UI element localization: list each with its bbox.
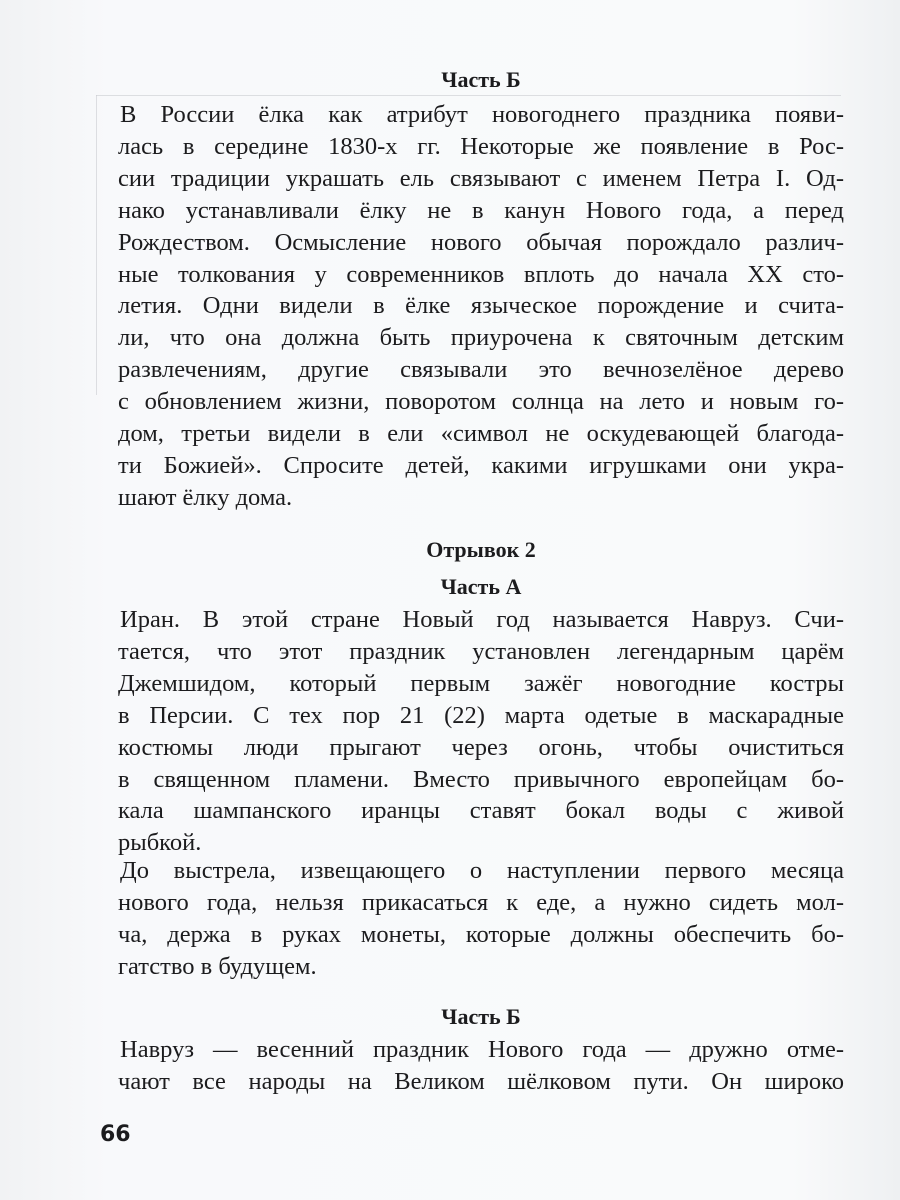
- text-line: До выстрела, извещающего о наступлении первого месяца: [120, 857, 844, 884]
- text-line: ти Божией». Спросите детей, какими игрушками они укра-: [118, 451, 844, 479]
- text-line: шают ёлку дома.: [118, 483, 293, 511]
- text-line: ли, что она должна быть приурочена к святочным детским: [118, 324, 844, 352]
- text-line: костюмы люди прыгают через огонь, чтобы очиститься: [118, 733, 844, 761]
- text-line: лась в середине 1830-х гг. Некоторые же появление в Рос-: [118, 132, 844, 160]
- text-line: гатство в будущем.: [118, 952, 317, 980]
- text-line: ча, держа в руках монеты, которые должны обеспечить бо-: [118, 920, 844, 948]
- text-line: в священном пламени. Вместо привычного европейцам бо-: [118, 765, 844, 793]
- bleed-frame-top: [96, 95, 841, 96]
- part-b-paragraph: [118, 1034, 844, 1098]
- excerpt-2-title: Отрывок 2: [426, 537, 536, 562]
- part-a-paragraph-1: [118, 604, 844, 859]
- text-line: ные толкования у современников вплоть до начала XX сто-: [118, 260, 844, 288]
- text-line: В России ёлка как атрибут новогоднего праздника появи-: [120, 101, 844, 128]
- page-number: 66: [100, 1122, 131, 1147]
- part-a-heading: Часть А: [440, 574, 522, 599]
- text-line: Джемшидом, который первым зажёг новогодние костры: [118, 669, 844, 697]
- part-a-paragraph-2: [118, 855, 844, 983]
- section-1-paragraph: [118, 99, 844, 514]
- text-line: развлечениям, другие связывали это вечнозелёное дерево: [118, 356, 844, 384]
- part-b-heading: Часть Б: [441, 1004, 521, 1029]
- text-line: тается, что этот праздник установлен легендарным царём: [118, 637, 844, 665]
- section-1-heading: Часть Б: [441, 67, 521, 92]
- text-line: нако устанавливали ёлку не в канун Нового года, а перед: [118, 196, 844, 224]
- text-line: чают все народы на Великом шёлковом пути. Он широко: [118, 1067, 844, 1095]
- text-line: Навруз — весенний праздник Нового года — дружно отме-: [120, 1036, 844, 1063]
- text-line: Иран. В этой стране Новый год называется Навруз. Счи-: [120, 606, 844, 633]
- text-line: нового года, нельзя прикасаться к еде, а нужно сидеть мол-: [118, 888, 844, 916]
- text-line: Рождеством. Осмысление нового обычая порождало различ-: [118, 228, 844, 256]
- text-line: летия. Одни видели в ёлке языческое порождение и счита-: [118, 292, 844, 320]
- text-line: сии традиции украшать ель связывают с именем Петра I. Од-: [118, 164, 844, 192]
- bleed-frame-left: [96, 95, 97, 395]
- text-line: кала шампанского иранцы ставят бокал воды с живой: [118, 797, 844, 825]
- text-line: дом, третьи видели в ели «символ не оскудевающей благода-: [118, 420, 844, 448]
- text-line: рыбкой.: [118, 829, 202, 857]
- text-line: с обновлением жизни, поворотом солнца на лето и новым го-: [118, 388, 844, 416]
- text-line: в Персии. С тех пор 21 (22) марта одетые в маскарадные: [118, 701, 844, 729]
